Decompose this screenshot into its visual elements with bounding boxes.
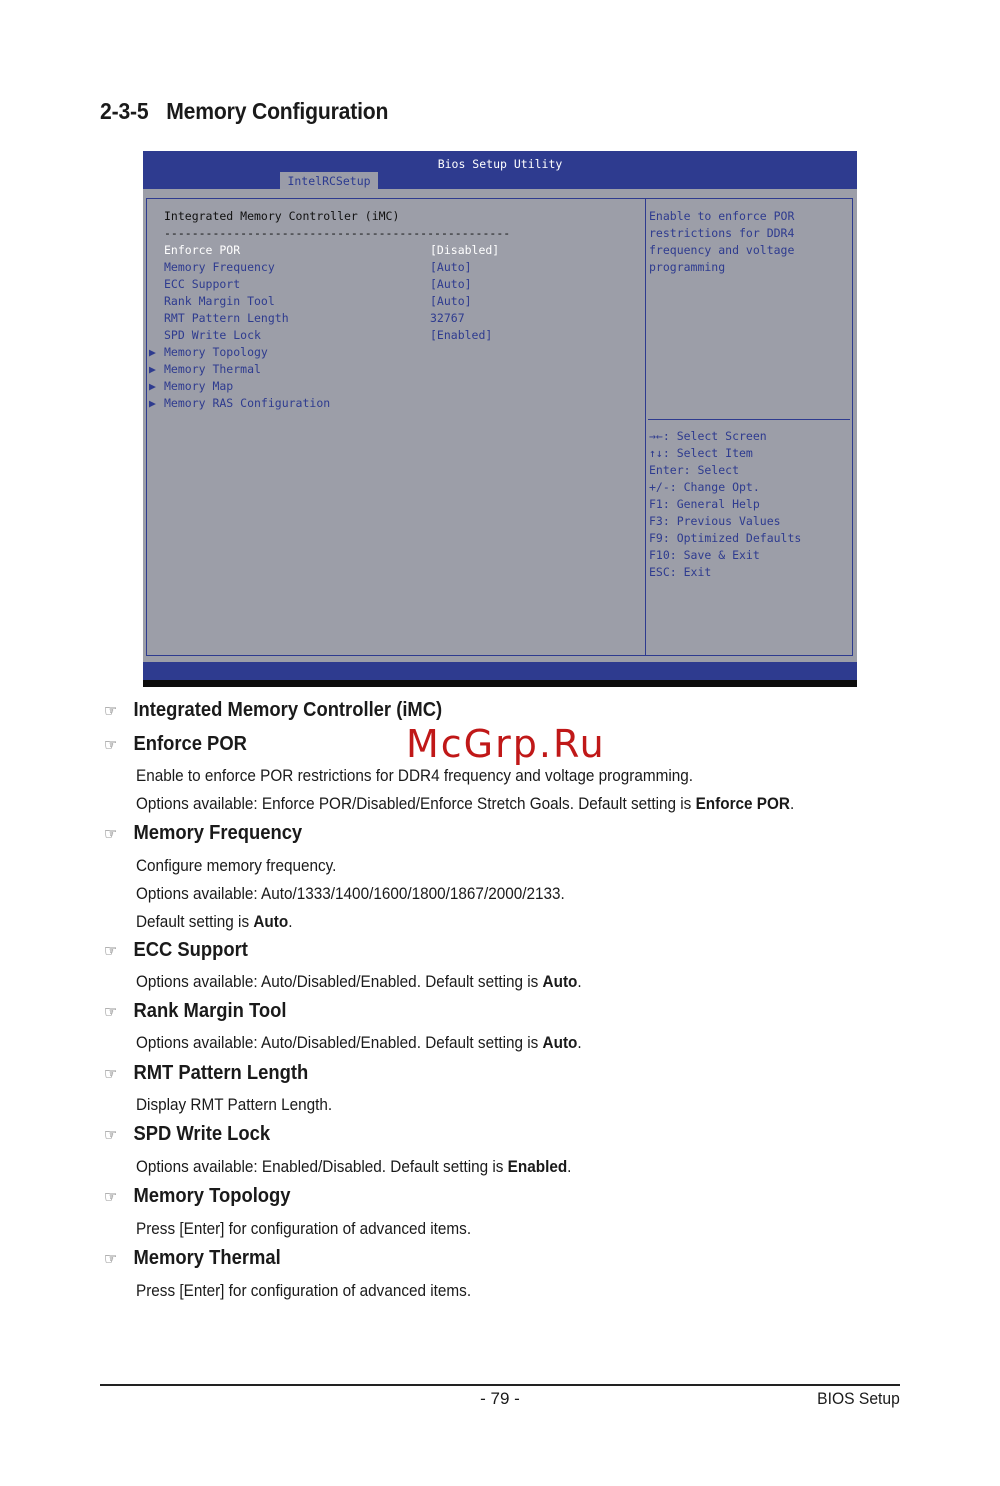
- entry-title: Memory Frequency: [133, 822, 303, 844]
- entry-heading: [104, 1247, 281, 1270]
- entry-description: Configure memory frequency.: [136, 856, 337, 875]
- entry-title: Memory Thermal: [133, 1247, 281, 1269]
- submenu-arrow-icon: ▶: [149, 379, 156, 393]
- submenu-arrow-icon: ▶: [149, 362, 156, 376]
- pointing-hand-icon: ☞: [104, 943, 118, 960]
- value-rmt-pattern-length: 32767: [430, 311, 465, 325]
- section-name: Memory Configuration: [166, 98, 389, 124]
- entry-description: Press [Enter] for configuration of advanced items.: [136, 1219, 472, 1238]
- value-enforce-por[interactable]: [Disabled]: [430, 243, 500, 257]
- value-memory-frequency[interactable]: [Auto]: [430, 260, 472, 274]
- entry-heading: [104, 1062, 308, 1085]
- entry-heading: [104, 699, 442, 722]
- setting-rank-margin-tool[interactable]: Rank Margin Tool: [164, 294, 275, 308]
- setting-enforce-por[interactable]: Enforce POR: [164, 243, 241, 257]
- submenu-memory-thermal[interactable]: Memory Thermal: [164, 362, 261, 376]
- bios-screenshot: [143, 151, 857, 687]
- key-previous-values: F3: Previous Values: [649, 514, 781, 528]
- key-optimized-defaults: F9: Optimized Defaults: [649, 531, 802, 545]
- pointing-hand-icon: ☞: [104, 826, 118, 843]
- entry-heading: [104, 733, 247, 756]
- header-divider: --------------------------------------------------: [164, 226, 511, 240]
- entry-options: Options available: Auto/Disabled/Enabled. Default setting is Auto.: [136, 972, 582, 991]
- value-rank-margin-tool[interactable]: [Auto]: [430, 294, 472, 308]
- entry-heading: [104, 1123, 270, 1146]
- entry-description: Display RMT Pattern Length.: [136, 1095, 333, 1114]
- entry-heading: [104, 1185, 291, 1208]
- pointing-hand-icon: ☞: [104, 1251, 118, 1268]
- entry-heading: [104, 822, 302, 845]
- settings-pane: [146, 198, 646, 656]
- submenu-arrow-icon: ▶: [149, 345, 156, 359]
- setting-rmt-pattern-length[interactable]: RMT Pattern Length: [164, 311, 289, 325]
- entry-heading: [104, 939, 248, 962]
- key-enter-select: Enter: Select: [649, 463, 740, 477]
- section-number: 2-3-5: [100, 98, 149, 124]
- pointing-hand-icon: ☞: [104, 737, 118, 754]
- footer-label: BIOS Setup: [817, 1389, 900, 1408]
- entry-options: Options available: Enabled/Disabled. Default setting is Enabled.: [136, 1157, 572, 1176]
- submenu-arrow-icon: ▶: [149, 396, 156, 410]
- section-title: [100, 98, 388, 125]
- pointing-hand-icon: ☞: [104, 703, 118, 720]
- pointing-hand-icon: ☞: [104, 1127, 118, 1144]
- submenu-memory-topology[interactable]: Memory Topology: [164, 345, 268, 359]
- bios-bottom-edge: [143, 680, 857, 687]
- bios-title: Bios Setup Utility: [437, 157, 563, 171]
- value-spd-write-lock[interactable]: [Enabled]: [430, 328, 493, 342]
- entry-options: Options available: Auto/Disabled/Enabled. Default setting is Auto.: [136, 1033, 582, 1052]
- key-legend: [649, 428, 801, 581]
- submenu-memory-ras-configuration[interactable]: Memory RAS Configuration: [164, 396, 331, 410]
- bios-body: [143, 189, 857, 662]
- entry-heading: [104, 1000, 286, 1023]
- key-select-item: ↑↓: Select Item: [649, 446, 753, 460]
- help-pane: [645, 198, 853, 656]
- pointing-hand-icon: ☞: [104, 1189, 118, 1206]
- entry-title: Integrated Memory Controller (iMC): [133, 699, 443, 721]
- bios-footer-bar: [143, 662, 857, 680]
- entry-title: Memory Topology: [133, 1185, 291, 1207]
- entry-title: ECC Support: [133, 939, 248, 961]
- page-number: - 79 -: [480, 1389, 520, 1408]
- entry-description: Press [Enter] for configuration of advanced items.: [136, 1281, 472, 1300]
- help-text: Enable to enforce POR restrictions for DDR4 frequency and voltage programming: [649, 209, 795, 274]
- key-general-help: F1: General Help: [649, 497, 760, 511]
- entry-title: RMT Pattern Length: [133, 1062, 309, 1084]
- pointing-hand-icon: ☞: [104, 1004, 118, 1021]
- entry-title: SPD Write Lock: [133, 1123, 271, 1145]
- key-change-opt: +/-: Change Opt.: [649, 480, 760, 494]
- entry-title: Enforce POR: [133, 733, 247, 755]
- key-select-screen: →←: Select Screen: [649, 429, 767, 443]
- key-esc-exit: ESC: Exit: [649, 565, 712, 579]
- entry-options: Options available: Enforce POR/Disabled/Enforce Stretch Goals. Default setting is Enforce POR.: [136, 794, 795, 813]
- setting-ecc-support[interactable]: ECC Support: [164, 277, 241, 291]
- key-save-exit: F10: Save & Exit: [649, 548, 760, 562]
- help-divider: [648, 419, 850, 420]
- entry-default: Default setting is Auto.: [136, 912, 293, 931]
- imc-header: Integrated Memory Controller (iMC): [164, 209, 400, 223]
- setting-memory-frequency[interactable]: Memory Frequency: [164, 260, 275, 274]
- watermark: McGrp.Ru: [406, 722, 606, 766]
- entry-title: Rank Margin Tool: [133, 1000, 287, 1022]
- value-ecc-support[interactable]: [Auto]: [430, 277, 472, 291]
- entry-options: Options available: Auto/1333/1400/1600/1800/1867/2000/2133.: [136, 884, 565, 903]
- tab-intelrcsetup[interactable]: IntelRCSetup: [280, 172, 378, 189]
- footer-rule: [100, 1384, 900, 1386]
- pointing-hand-icon: ☞: [104, 1066, 118, 1083]
- setting-spd-write-lock[interactable]: SPD Write Lock: [164, 328, 261, 342]
- submenu-memory-map[interactable]: Memory Map: [164, 379, 234, 393]
- entry-description: Enable to enforce POR restrictions for DDR4 frequency and voltage programming.: [136, 766, 694, 785]
